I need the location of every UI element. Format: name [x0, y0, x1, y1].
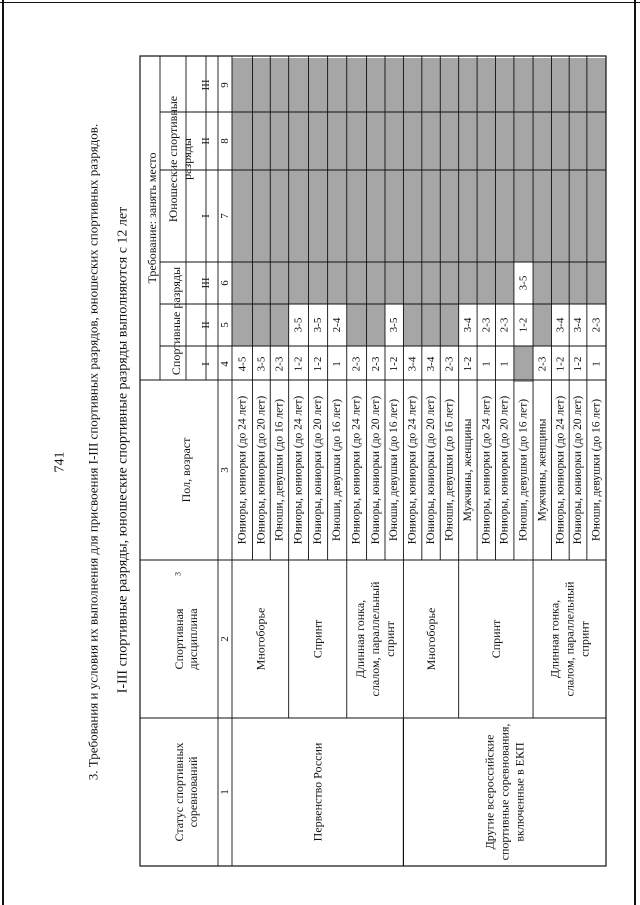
- table-shaded-cell: [289, 58, 309, 112]
- table-shaded-cell: [496, 170, 514, 262]
- section-heading: 3. Требования и условия их выполнения для присвоения I-III спортивных разрядов, юношеских спортивных разрядов.: [85, 123, 101, 781]
- header-status: Статус спортивныхсоревнований: [172, 742, 200, 842]
- table-shaded-cell: [270, 58, 288, 112]
- table-shaded-cell: [514, 112, 533, 170]
- discipline-cell: Многоборье: [424, 607, 439, 671]
- table-shaded-cell: [309, 112, 328, 170]
- table-shaded-cell: [385, 58, 403, 112]
- table-row-group: Юноши, девушки (до 16 лет): [590, 398, 603, 542]
- table-shaded-cell: [440, 262, 458, 304]
- table-shaded-cell: [477, 170, 495, 262]
- table-row-group: Юниоры, юниорки (до 20 лет): [498, 395, 511, 545]
- table-shaded-cell: [459, 262, 477, 304]
- column-number: 3: [219, 467, 231, 473]
- table-row-value: 1-2: [554, 356, 567, 372]
- table-shaded-cell: [347, 262, 367, 304]
- table-shaded-cell: [514, 58, 533, 112]
- table-shaded-cell: [459, 170, 477, 262]
- header-rank-col: III: [200, 277, 212, 289]
- header-gender-age: Пол, возраст: [179, 437, 193, 503]
- table-shaded-cell: [289, 262, 309, 304]
- table-shaded-cell: [403, 112, 421, 170]
- column-number: 7: [219, 213, 231, 219]
- column-number: 1: [219, 789, 231, 795]
- table-row-value: 1: [590, 361, 603, 367]
- table-shaded-cell: [367, 58, 385, 112]
- table-row-group: Юниоры, юниорки (до 20 лет): [255, 395, 268, 545]
- column-number: 2: [219, 636, 231, 642]
- table-shaded-cell: [270, 304, 288, 346]
- column-number: 6: [219, 280, 231, 286]
- table-shaded-cell: [533, 304, 551, 346]
- table-shaded-cell: [232, 170, 253, 262]
- table-row-group: Юноши, девушки (до 16 лет): [388, 398, 401, 542]
- table-shaded-cell: [587, 112, 606, 170]
- table-row-value: 3-5: [388, 317, 401, 333]
- table-shaded-cell: [289, 112, 309, 170]
- table-shaded-cell: [367, 304, 385, 346]
- header-rank-col: I: [200, 362, 212, 366]
- table-row-group: Юниоры, юниорки (до 24 лет): [292, 395, 305, 545]
- table-shaded-cell: [551, 58, 569, 112]
- table-shaded-cell: [232, 112, 253, 170]
- table-shaded-cell: [587, 58, 606, 112]
- table-shaded-cell: [270, 170, 288, 262]
- table-row-value: 2-4: [331, 317, 344, 333]
- table-shaded-cell: [440, 112, 458, 170]
- table-shaded-cell: [385, 112, 403, 170]
- table-row-group: Юниоры, юниорки (до 20 лет): [312, 395, 325, 545]
- table-shaded-cell: [459, 112, 477, 170]
- table-shaded-cell: [587, 170, 606, 262]
- table-shaded-cell: [422, 304, 440, 346]
- table-shaded-cell: [569, 170, 587, 262]
- table-shaded-cell: [477, 262, 495, 304]
- header-discipline-sup: 3: [173, 572, 183, 576]
- table-shaded-cell: [533, 262, 551, 304]
- table-shaded-cell: [514, 346, 533, 382]
- table-shaded-cell: [533, 58, 551, 112]
- table-shaded-cell: [551, 170, 569, 262]
- table-row-value: 3-5: [312, 317, 325, 333]
- table-shaded-cell: [232, 262, 253, 304]
- discipline-cell: Длинная гонка,слалом, параллельныйспринт: [547, 581, 592, 697]
- table-row-value: 3-5: [292, 317, 305, 333]
- table-shaded-cell: [253, 262, 271, 304]
- table-shaded-cell: [403, 304, 421, 346]
- table-row-group: Юниоры, юниорки (до 24 лет): [554, 395, 567, 545]
- table-shaded-cell: [347, 112, 367, 170]
- table-shaded-cell: [496, 112, 514, 170]
- status-first: Первенство России: [310, 742, 325, 842]
- table-row-value: 3-4: [572, 317, 585, 333]
- table-shaded-cell: [569, 112, 587, 170]
- column-number: 9: [219, 82, 231, 88]
- header-youth-ranks: Юношеские спортивныеразряды: [166, 95, 194, 223]
- table-shaded-cell: [551, 112, 569, 170]
- table-shaded-cell: [253, 170, 271, 262]
- table-shaded-cell: [367, 262, 385, 304]
- table-row-group: Юноши, девушки (до 16 лет): [443, 398, 456, 542]
- table-row-value: 2-3: [350, 356, 363, 372]
- table-shaded-cell: [232, 58, 253, 112]
- table-shaded-cell: [551, 262, 569, 304]
- table-shaded-cell: [328, 170, 347, 262]
- discipline-cell: Многоборье: [253, 607, 268, 671]
- header-requirement: Требование: занять место: [145, 152, 159, 284]
- page-number: 741: [52, 451, 68, 473]
- table-row-value: 3-4: [461, 317, 474, 333]
- table-row-value: 2-3: [273, 356, 286, 372]
- table-shaded-cell: [253, 112, 271, 170]
- table-shaded-cell: [496, 58, 514, 112]
- table-shaded-cell: [459, 58, 477, 112]
- table-row-group: Юниоры, юниорки (до 24 лет): [480, 395, 493, 545]
- table-shaded-cell: [422, 112, 440, 170]
- table-row-value: 1: [331, 361, 344, 367]
- table-shaded-cell: [347, 170, 367, 262]
- table-shaded-cell: [309, 170, 328, 262]
- table-shaded-cell: [533, 170, 551, 262]
- table-shaded-cell: [328, 112, 347, 170]
- table-row-value: 3-5: [517, 275, 530, 291]
- table-shaded-cell: [253, 58, 271, 112]
- table-row-group: Юноши, девушки (до 16 лет): [331, 398, 344, 542]
- table-row-value: 1: [480, 361, 493, 367]
- table-row-value: 3-4: [425, 356, 438, 372]
- table-shaded-cell: [270, 112, 288, 170]
- table-shaded-cell: [477, 112, 495, 170]
- table-row-value: 3-4: [554, 317, 567, 333]
- table-row-group: Юниоры, юниорки (до 24 лет): [236, 395, 249, 545]
- table-row-group: Юноши, девушки (до 16 лет): [517, 398, 530, 542]
- table-row-value: 2-3: [536, 356, 549, 372]
- discipline-cell: Спринт: [310, 619, 325, 659]
- table-row-value: 1-2: [292, 356, 305, 372]
- table-shaded-cell: [569, 262, 587, 304]
- table-shaded-cell: [403, 262, 421, 304]
- column-number: 8: [219, 138, 231, 144]
- table-shaded-cell: [367, 170, 385, 262]
- table-shaded-cell: [496, 262, 514, 304]
- table-shaded-cell: [477, 58, 495, 112]
- table-row-value: 2-3: [369, 356, 382, 372]
- table-row-value: 1-2: [312, 356, 325, 372]
- table-shaded-cell: [422, 170, 440, 262]
- discipline-cell: Длинная гонка,слалом, параллельныйспринт: [353, 581, 398, 697]
- table-shaded-cell: [440, 170, 458, 262]
- table-shaded-cell: [587, 262, 606, 304]
- table-row-value: 2-3: [443, 356, 456, 372]
- table-row-group: Юниоры, юниорки (до 20 лет): [369, 395, 382, 545]
- table-shaded-cell: [385, 262, 403, 304]
- header-discipline: Спортивнаядисциплина: [172, 608, 200, 670]
- table-shaded-cell: [385, 170, 403, 262]
- table-shaded-cell: [422, 58, 440, 112]
- table-row-value: 3-4: [406, 356, 419, 372]
- table-row-value: 1-2: [461, 356, 474, 372]
- status-other: Другие всероссийскиеспортивные соревнования,включенные в ЕКП: [482, 723, 527, 861]
- table-shaded-cell: [328, 58, 347, 112]
- column-number: 5: [219, 322, 231, 328]
- table-shaded-cell: [367, 112, 385, 170]
- header-rank-col: II: [200, 137, 212, 145]
- table-row-value: 1-2: [572, 356, 585, 372]
- table-shaded-cell: [514, 170, 533, 262]
- table-row-value: 2-3: [590, 317, 603, 333]
- header-rank-col: I: [200, 214, 212, 218]
- table-shading: [232, 58, 606, 382]
- rotated-content: [53, 56, 607, 866]
- table-row-group: Юниоры, юниорки (до 20 лет): [572, 395, 585, 545]
- table-row-value: 1: [498, 361, 511, 367]
- table-shaded-cell: [328, 262, 347, 304]
- table-row-value: 1-2: [388, 356, 401, 372]
- table-row-group: Юноши, девушки (до 16 лет): [273, 398, 286, 542]
- table-shaded-cell: [440, 304, 458, 346]
- table-shaded-cell: [422, 262, 440, 304]
- table-shaded-cell: [232, 304, 253, 346]
- table-row-group: Юниоры, юниорки (до 24 лет): [350, 395, 363, 545]
- table-shaded-cell: [403, 58, 421, 112]
- table-row-value: 3-5: [255, 356, 268, 372]
- table-shaded-cell: [533, 112, 551, 170]
- table-row-value: 2-3: [480, 317, 493, 333]
- table-shaded-cell: [309, 262, 328, 304]
- table-shaded-cell: [440, 58, 458, 112]
- table-shaded-cell: [347, 58, 367, 112]
- column-number: 4: [219, 361, 231, 367]
- header-rank-col: III: [200, 79, 212, 91]
- table-shaded-cell: [403, 170, 421, 262]
- header-rank-col: II: [200, 321, 212, 329]
- table-row-value: 4-5: [236, 356, 249, 372]
- table-shaded-cell: [270, 262, 288, 304]
- discipline-cell: Спринт: [488, 619, 503, 659]
- table-shaded-cell: [347, 304, 367, 346]
- table-caption: I-III спортивные разряды, юношеские спортивные разряды выполняются с 12 лет: [115, 206, 131, 694]
- table-row-group: Юниоры, юниорки (до 20 лет): [425, 395, 438, 545]
- table-row-value: 2-3: [498, 317, 511, 333]
- table-row-value: 1-2: [517, 317, 530, 333]
- table-shaded-cell: [289, 170, 309, 262]
- table-row-group: Юниоры, юниорки (до 24 лет): [406, 395, 419, 545]
- table-row-group: Мужчины, женщины: [536, 418, 549, 522]
- table-shaded-cell: [253, 304, 271, 346]
- table-shaded-cell: [569, 58, 587, 112]
- table-row-group: Мужчины, женщины: [461, 418, 474, 522]
- header-sport-ranks: Спортивные разряды: [169, 266, 183, 376]
- table-shaded-cell: [309, 58, 328, 112]
